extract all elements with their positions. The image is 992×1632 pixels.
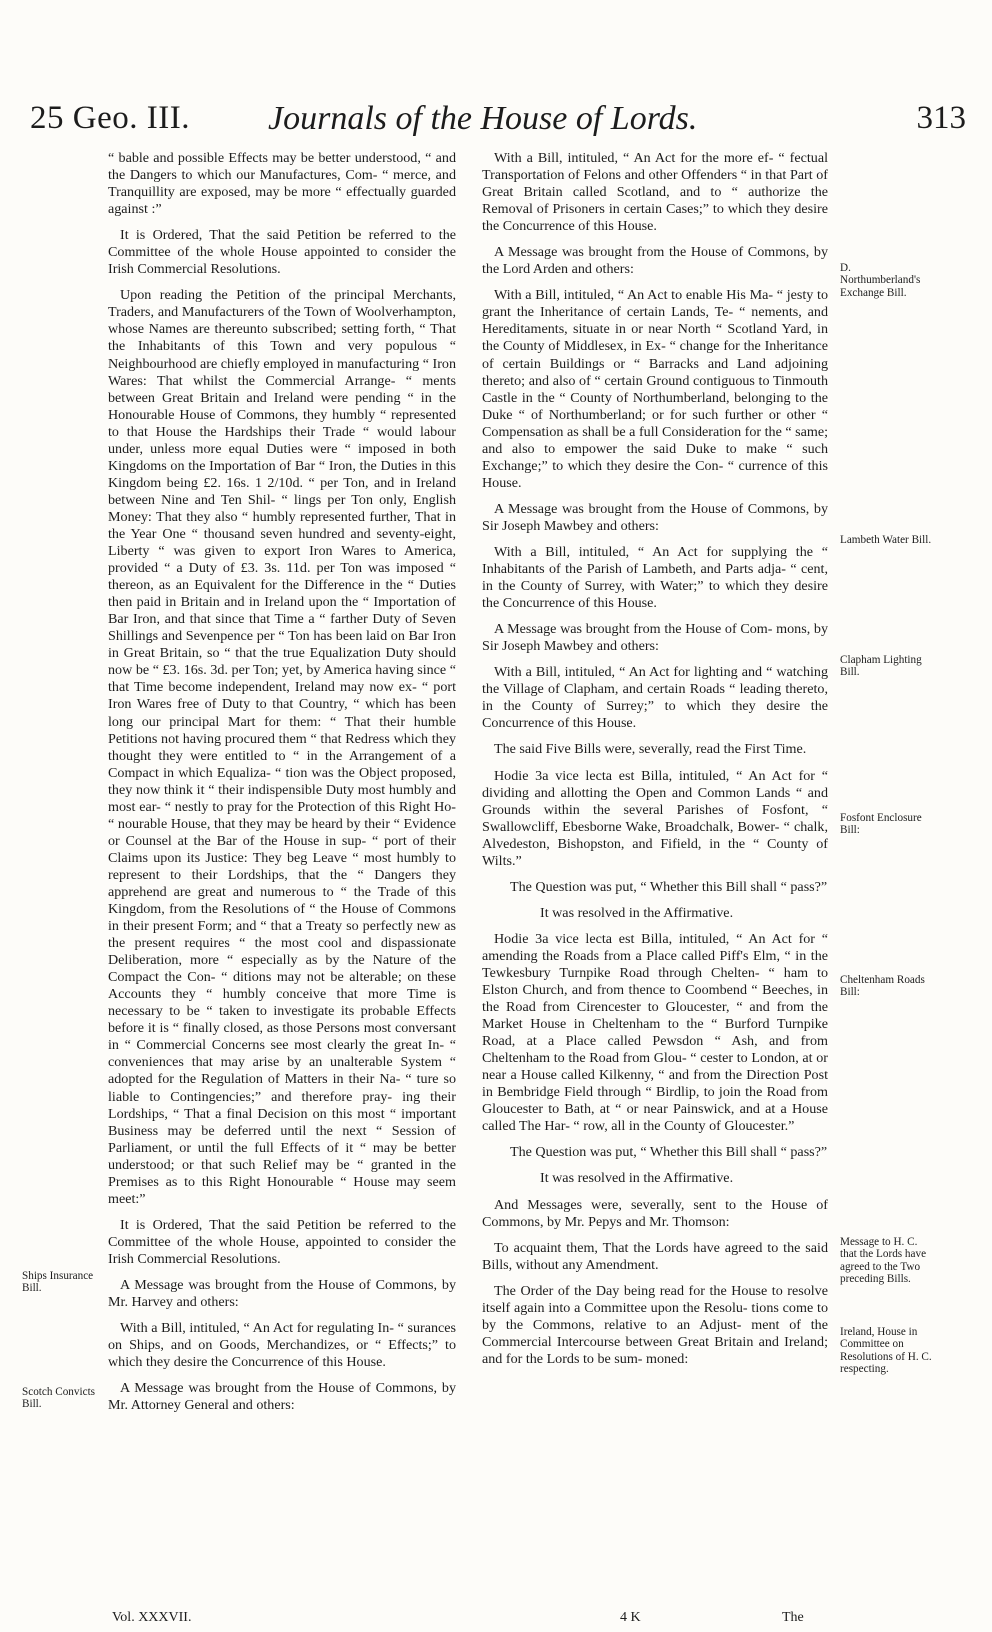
question-line: The Question was put, “ Whether this Bill shall “ pass?” — [510, 878, 828, 895]
paragraph: A Message was brought from the House of Commons, by Sir Joseph Mawbey and others: — [482, 500, 828, 534]
signature-mark: 4 K — [620, 1610, 641, 1625]
page-number: 313 — [916, 100, 966, 136]
volume-number: Vol. XXXVII. — [112, 1610, 192, 1625]
paragraph: A Message was brought from the House of Commons, by Mr. Attorney General and others: — [108, 1380, 456, 1414]
margin-note-message: Message to H. C. that the Lords have agreed to the Two preceding Bills. — [840, 1236, 927, 1286]
margin-note-lambeth: Lambeth Water Bill. — [840, 534, 932, 546]
margin-note-ireland: Ireland, House in Committee on Resolutions of H. C. respecting. — [840, 1326, 932, 1376]
resolution-line: It was resolved in the Affirmative. — [540, 1170, 734, 1187]
journal-title: Journals of the House of Lords. — [268, 100, 698, 137]
paragraph: With a Bill, intituled, “ An Act for regulating In- “ surances on Ships, and on Goods, Merchandizes, or “ Effects;” to which they desire the Concurrence of this House. — [108, 1320, 456, 1371]
paragraph: With a Bill, intituled, “ An Act for the more ef- “ fectual Transportation of Felons and other Offenders “ in that Part of Great Britain called Scotland, and to “ authorize the Removal of Prisoners in certain Cases;” to which they desire the Concurrence of this House. — [482, 150, 828, 235]
paragraph: “ bable and possible Effects may be better understood, “ and the Dangers to which our Manufactures, Com- “ merce, and Tranquillity are exposed, may be more “ effectually guarded against :” — [108, 150, 456, 218]
margin-note-cheltenham: Cheltenham Roads Bill: — [840, 974, 925, 999]
paragraph: It is Ordered, That the said Petition be referred to the Committee of the whole House appointed to consider the Irish Commercial Resolutions. — [108, 227, 456, 278]
page-header — [0, 100, 992, 140]
paragraph: With a Bill, intituled, “ An Act for lighting and “ watching the Village of Clapham, and certain Roads “ leading thereto, in the County of Surrey;” to which they desire the Concurrence of this House. — [482, 664, 828, 732]
paragraph: The Order of the Day being read for the House to resolve itself again into a Committee upon the Resolu- tions come to by the Commons, relative to an Adjust- ment of the Commercial Intercourse between Great Britain and Ireland; and for the Lords to be sum- moned: — [482, 1282, 828, 1367]
margin-note-fosfont: Fosfont Enclosure Bill: — [840, 812, 922, 837]
paragraph: The said Five Bills were, severally, read the First Time. — [494, 741, 807, 758]
paragraph: Hodie 3a vice lecta est Billa, intituled, “ An Act for “ amending the Roads from a Place called Piff's Elm, “ in the Tewkesbury Turnpike Road through Chelten- “ ham to Elston Church, and from thence to Coombend “ Beeches, in the Road from Cirencester to Gloucester, “ and from the Market House in Cheltenham to the “ Burford Turnpike Road, at a Place called Pewsdon “ Ash, and from Cheltenham to the Road from Glou- “ cester to London, at or near a House called Kilkenny, “ and from the Direction Post in Bembridge Field through “ Birdlip, to join the Road from Gloucester to Bath, at “ or near Painswick, and at a House called The Har- “ row, all in the County of Gloucester.” — [482, 930, 828, 1135]
paragraph: A Message was brought from the House of Commons, by the Lord Arden and others: — [482, 244, 828, 278]
paragraph: And Messages were, severally, sent to the House of Commons, by Mr. Pepys and Mr. Thomson: — [482, 1196, 828, 1230]
catchword: The — [782, 1610, 804, 1625]
paragraph: To acquaint them, That the Lords have agreed to the said Bills, without any Amendment. — [482, 1239, 828, 1273]
resolution-line: It was resolved in the Affirmative. — [540, 904, 734, 921]
margin-note-northumberland: D. Northumberland's Exchange Bill. — [840, 262, 921, 299]
margin-note-scotch-convicts: Scotch Convicts Bill. — [22, 1386, 96, 1411]
paragraph: Hodie 3a vice lecta est Billa, intituled, “ An Act for “ dividing and allotting the Open and Common Lands “ and Grounds within the several Parishes of Fosfont, “ Swallowcliff, Ebesborne Wake, Broadchalk, Bower- “ chalk, Alvedeston, Bishopston, and Fifield, in the “ County of Wilts.” — [482, 767, 828, 869]
margin-note-clapham: Clapham Lighting Bill. — [840, 654, 922, 679]
left-column — [108, 150, 456, 1423]
paragraph: Upon reading the Petition of the principal Merchants, Traders, and Manufacturers of the Town of Woolverhampton, whose Names are thereunto subscribed; setting forth, “ That the Inhabitants of this Town and very populous “ Neighbourhood are chiefly employed in manufacturing “ Iron Wares: That whilst the Commercial Arrange- “ ments between Great Britain and Ireland were pending “ in the Honourable House of Commons, they humbly “ represented to that House the Hardships their Trade “ would labour under, unless more equal Duties were “ imposed in both Kingdoms on the Importation of Bar “ Iron, the Duties in this Kingdom being £2. 16s. 1 2/10d. “ per Ton, and in Ireland between Nine and Ten Shil- “ lings per Ton only, English Money: That they also “ humbly represented further, That in the Year One “ thousand seven hundred and seventy-eight, Liberty “ was given to export Iron Wares to America, provided “ a Duty of £3. 3s. 11d. per Ton was imposed “ thereon, as an Equivalent for the Difference in the “ Duties then paid in Britain and in Ireland upon the “ Importation of Bar Iron, and that since that Time a “ farther Duty of Seven Shillings and Sevenpence per “ Ton has been laid on Bar Iron in Great Britain, so “ that the true Equalization Duty should now be “ £3. 16s. 3d. per Ton; yet, by America having since “ that Time become independent, Ireland may now ex- “ port Iron Wares free of Duty to that Country, “ which has been long our principal Mart for them: “ That their humble Petitions not having procured them “ that Redress which they thought they were entitled to “ in the Arrangement of a Compact in which Equaliza- “ tion was the Object proposed, they now think it “ their indispensible Duty most humbly and most ear- “ nestly to pray for the Protection of this Right Ho- “ nourable House, that they may be heard by their “ Evidence or Counsel at the Bar of the House in sup- “ port of their Claims upon its Justice: They beg Leave “ most humbly to represent to their Lordships, that the “ Dangers they apprehend are great and numerous to “ the Trade of this Kingdom, from the Resolutions of “ the House of Commons in their present Form; and “ that a Treaty so perfectly new as the present requires “ the most cool and dispassionate Deliberation, more “ especially as by the Nature of the Compact the Con- “ ditions may not be alterable; on these Accounts they “ humbly conceive that more Time is necessary to be “ taken to investigate its probable Effects before it is “ finally closed, as those Persons most conversant in “ Commercial Concerns see most clearly the great In- “ conveniences that may arise by an unalterable System “ adopted for the Regulation of Matters in their Na- “ ture so liable to Contingencies;” and therefore pray- ing their Lordships, “ That a final Decision on this most “ important Business may be deferred until the next “ Session of Parliament, or until the full Effects of it “ may be better understood; or that such Relief may be “ granted in the Premises as to this Right Honourable “ House may seem meet:” — [108, 287, 456, 1207]
regnal-year: 25 Geo. III. — [30, 100, 190, 136]
question-line: The Question was put, “ Whether this Bill shall “ pass?” — [510, 1144, 828, 1161]
paragraph: With a Bill, intituled, “ An Act to enable His Ma- “ jesty to grant the Inheritance of certain Lands, Te- “ nements, and Hereditaments, situate in or near North “ Scotland Yard, in the County of Middlesex, in Ex- “ change for the Inheritance of certain Buildings or “ Barracks and Land adjoining thereto; and also of “ certain Ground contiguous to Tinmouth Castle in the “ County of Northumberland, belonging to the Duke “ of Northumberland; or for such further or other “ Compensation as shall be a full Consideration for the “ same; and also to empower the said Duke to make “ such Exchange;” to which they desire the Con- “ currence of this House. — [482, 287, 828, 491]
paragraph: With a Bill, intituled, “ An Act for supplying the “ Inhabitants of the Parish of Lambeth, and Parts adja- “ cent, in the County of Surrey, with Water;” to which they desire the Concurrence of this House. — [482, 543, 828, 612]
paragraph: A Message was brought from the House of Commons, by Mr. Harvey and others: — [108, 1277, 456, 1311]
right-column — [482, 150, 828, 1377]
margin-note-ships-insurance: Ships Insurance Bill. — [22, 1270, 94, 1295]
paragraph: A Message was brought from the House of Com- mons, by Sir Joseph Mawbey and others: — [482, 621, 828, 655]
paragraph: It is Ordered, That the said Petition be referred to the Committee of the whole House, appointed to consider the Irish Commercial Resolutions. — [108, 1216, 456, 1267]
